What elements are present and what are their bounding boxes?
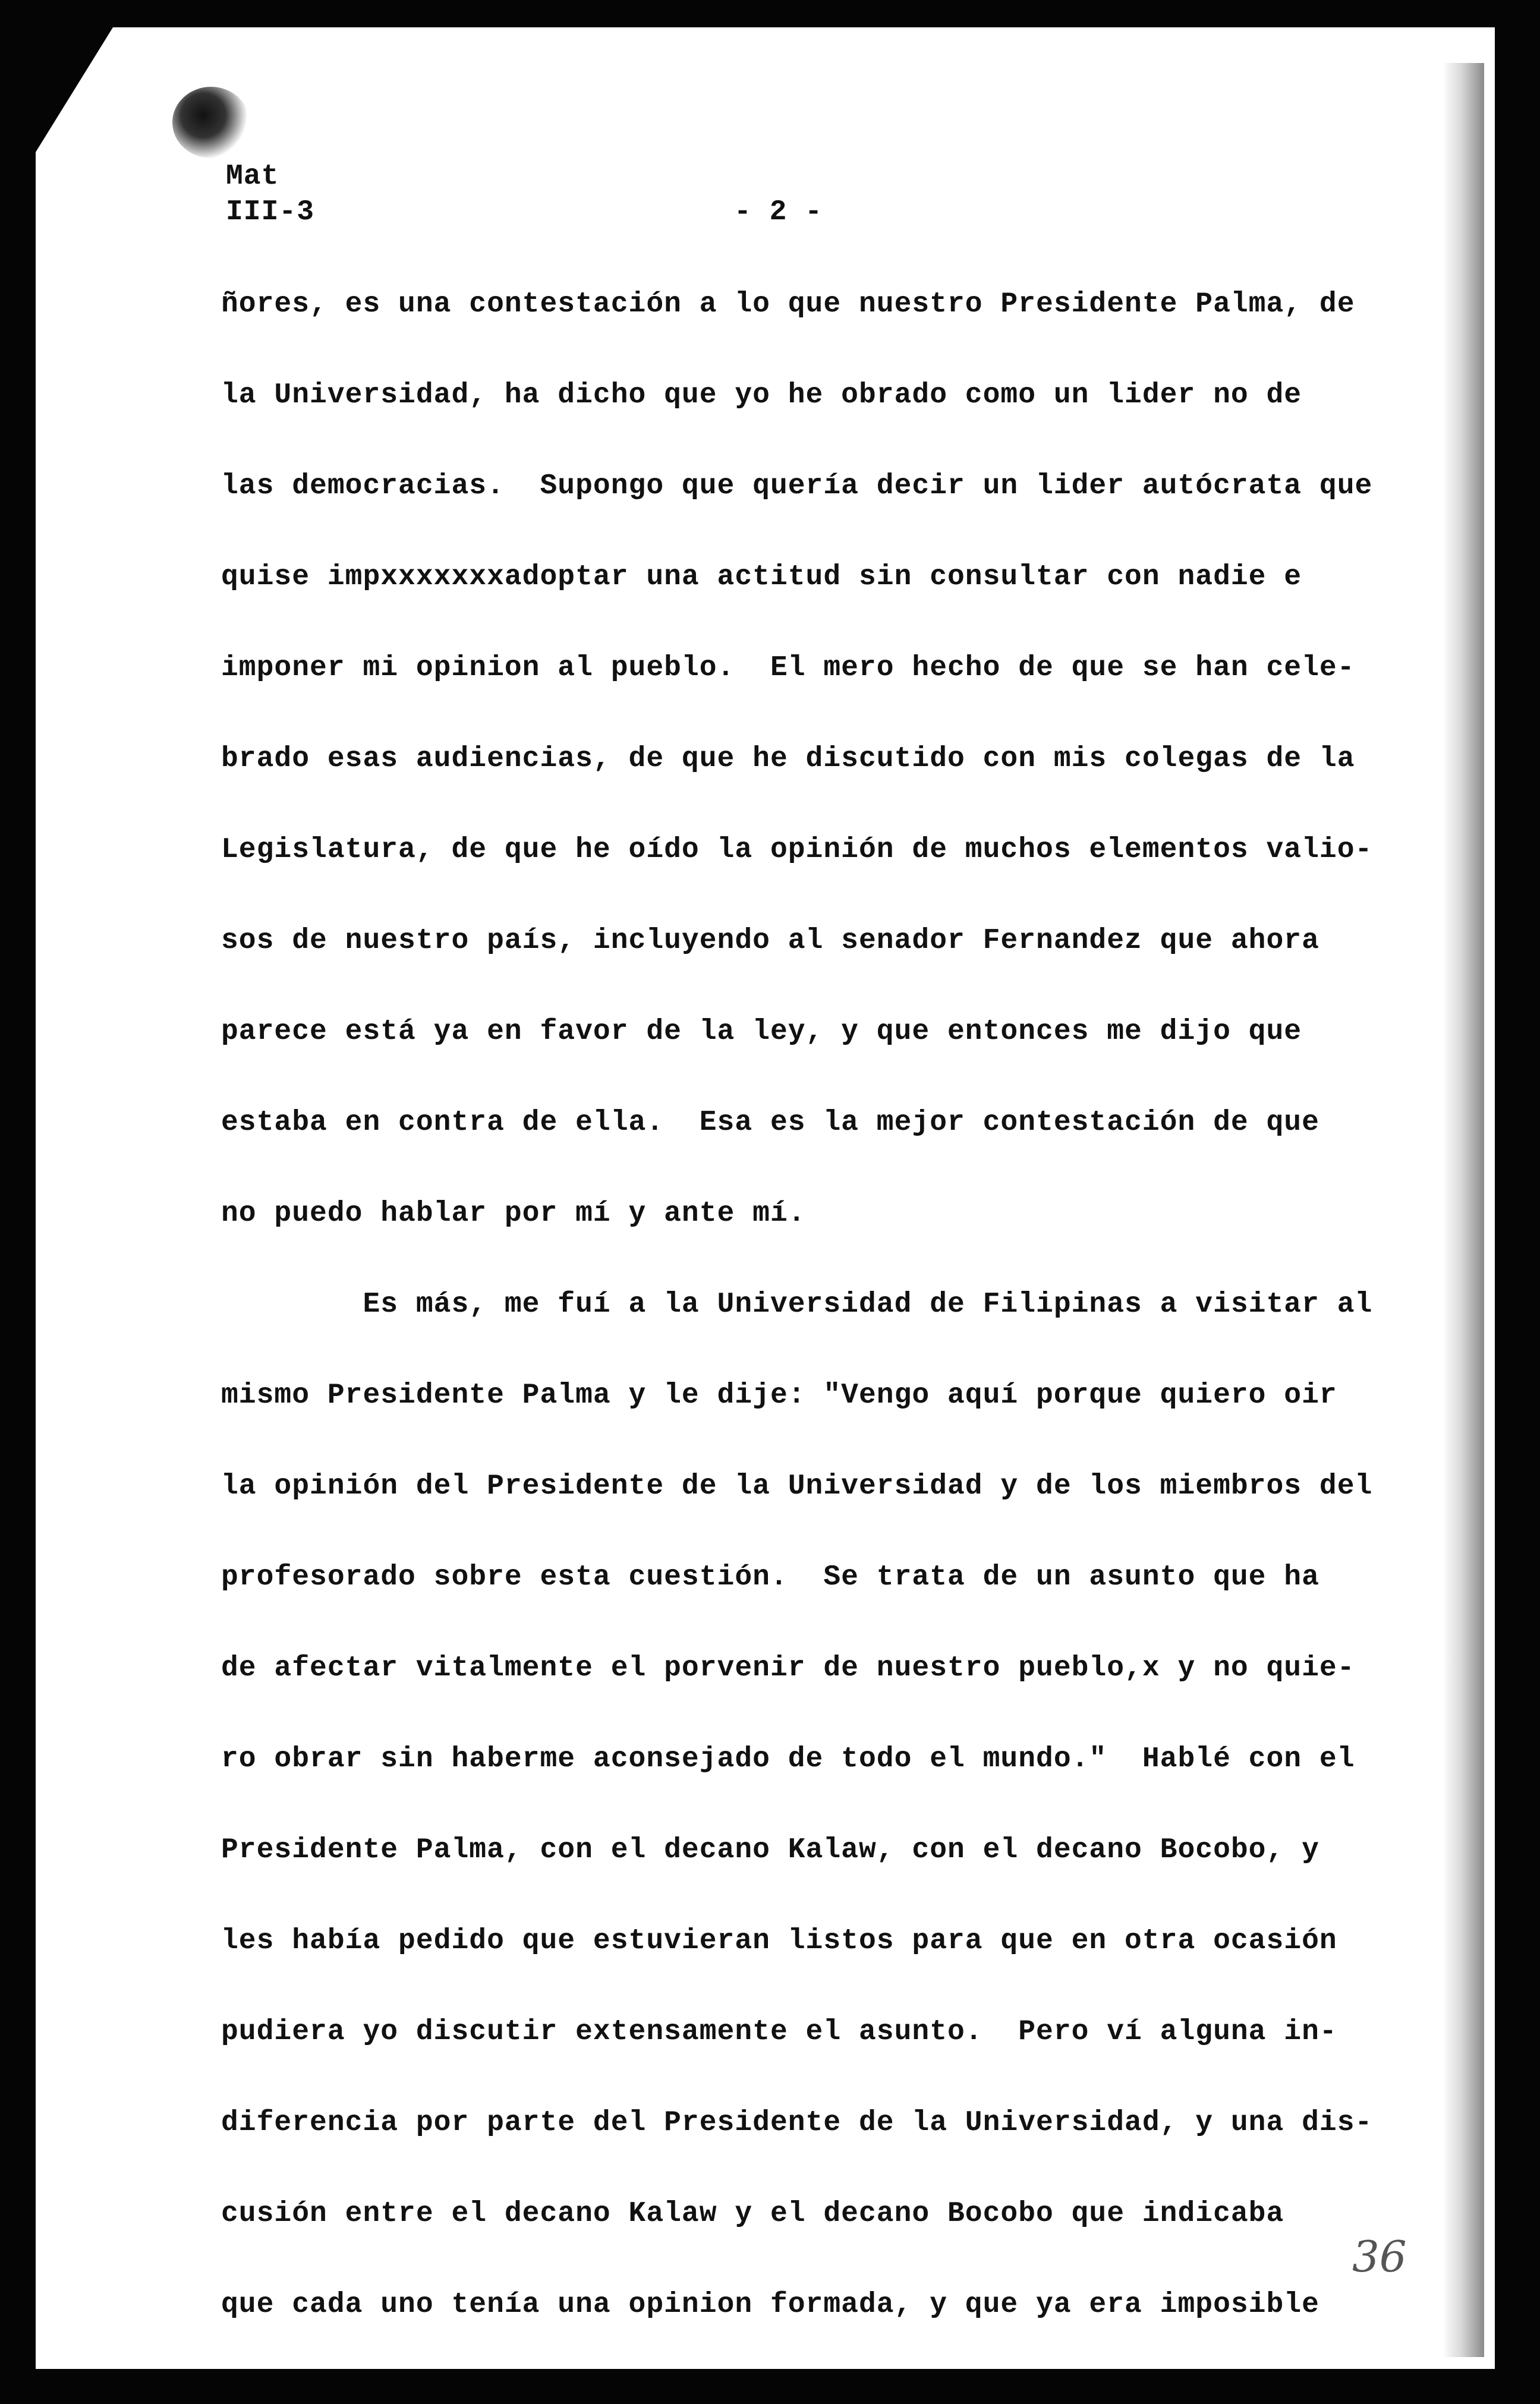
- text-line: estaba en contra de ella. Esa es la mejor contestación de que: [221, 1107, 1319, 1139]
- text-line: ñores, es una contestación a lo que nuestro Presidente Palma, de: [221, 288, 1355, 320]
- text-line: la Universidad, ha dicho que yo he obrado como un lider no de: [221, 379, 1302, 411]
- text-line: sos de nuestro país, incluyendo al senador Fernandez que ahora: [221, 925, 1319, 957]
- text-line: Legislatura, de que he oído la opinión de muchos elementos valio-: [221, 834, 1373, 866]
- text-line: mismo Presidente Palma y le dije: "Vengo aquí porque quiero oir: [221, 1379, 1337, 1411]
- text-line: quise impxxxxxxxadoptar una actitud sin consultar con nadie e: [221, 561, 1302, 593]
- text-line: cusión entre el decano Kalaw y el decano Bocobo que indicaba: [221, 2198, 1284, 2230]
- text-line: las democracias. Supongo que quería decir un lider autócrata que: [221, 470, 1373, 502]
- page-edge-shadow: [1443, 63, 1484, 2357]
- text-line: Presidente Palma, con el decano Kalaw, con el decano Bocobo, y: [221, 1834, 1319, 1866]
- text-line: profesorado sobre esta cuestión. Se trata de un asunto que ha: [221, 1561, 1319, 1593]
- text-line: pudiera yo discutir extensamente el asunto. Pero ví alguna in-: [221, 2016, 1337, 2048]
- text-line: diferencia por parte del Presidente de la Universidad, y una dis-: [221, 2107, 1373, 2139]
- ink-smudge: [172, 87, 250, 158]
- text-line: no puedo hablar por mí y ante mí.: [221, 1198, 806, 1230]
- text-line: la opinión del Presidente de la Universidad y de los miembros del: [221, 1470, 1373, 1502]
- text-line: ro obrar sin haberme aconsejado de todo el mundo." Hablé con el: [221, 1743, 1355, 1775]
- text-line: Es más, me fuí a la Universidad de Filipinas a visitar al: [221, 1288, 1373, 1321]
- header-reference: III-3: [226, 196, 315, 228]
- text-line: de afectar vitalmente el porvenir de nuestro pueblo,x y no quie-: [221, 1652, 1355, 1684]
- text-line: les había pedido que estuvieran listos para que en otra ocasión: [221, 1925, 1337, 1957]
- text-line: imponer mi opinion al pueblo. El mero hecho de que se han cele-: [221, 652, 1355, 684]
- handwritten-page-number: 36: [1352, 2232, 1407, 2282]
- text-line: brado esas audiencias, de que he discutido con mis colegas de la: [221, 743, 1355, 775]
- page-number: - 2 -: [734, 196, 823, 228]
- text-line: parece está ya en favor de la ley, y que entonces me dijo que: [221, 1016, 1302, 1048]
- header-mat: Mat: [226, 160, 279, 193]
- text-line: que cada uno tenía una opinion formada, y que ya era imposible: [221, 2289, 1319, 2321]
